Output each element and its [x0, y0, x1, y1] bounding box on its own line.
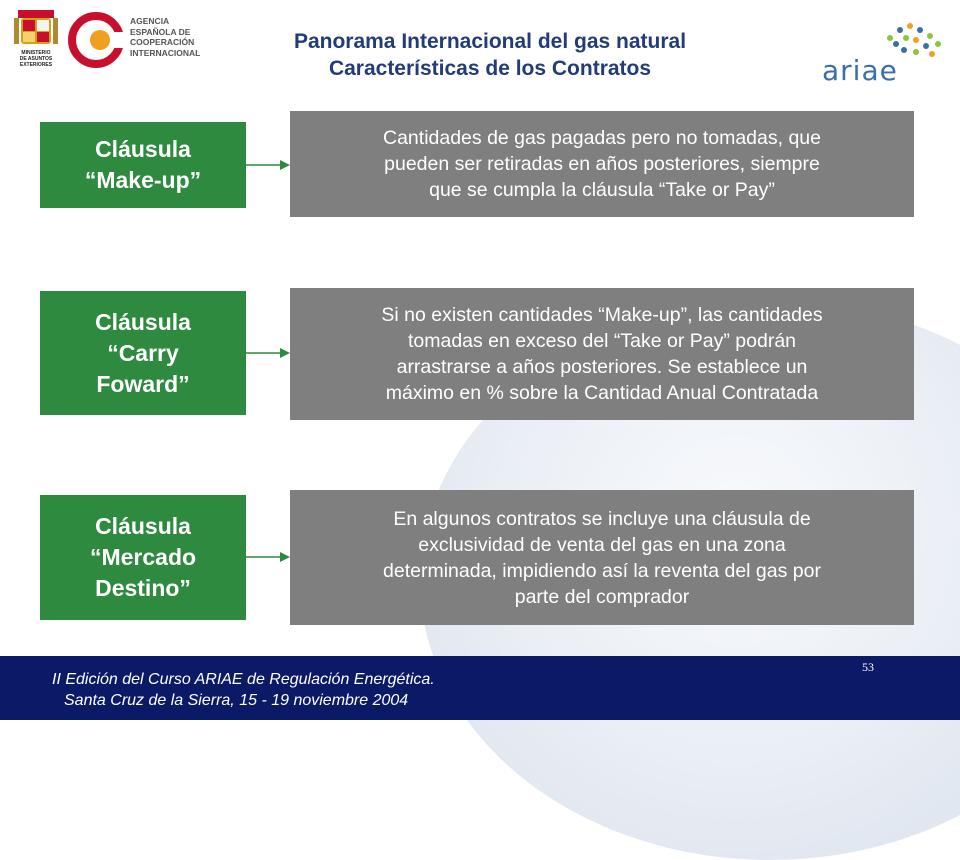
clause-destination-market-box: Cláusula “Mercado Destino”	[40, 495, 246, 620]
ariae-logo	[820, 18, 950, 88]
agency-name: AGENCIA ESPAÑOLA DE COOPERACIÓN INTERNACIONAL	[130, 16, 201, 58]
arrow-right-icon	[246, 347, 290, 359]
clause-carry-forward-description: Si no existen cantidades “Make-up”, las cantidades tomadas en exceso del “Take or Pay” podrán arrastrarse a años posteriores. Se establece un máximo en % sobre la Cantidad Anual Contratada	[290, 288, 914, 420]
page-title: Panorama Internacional del gas natural Características de los Contratos	[293, 30, 687, 80]
footer-course-title: II Edición del Curso ARIAE de Regulación Energética.	[52, 671, 435, 688]
clause-make-up-description: Cantidades de gas pagadas pero no tomadas, que pueden ser retiradas en años posteriores, siempre que se cumpla la cláusula “Take or Pay”	[290, 111, 914, 217]
clause-make-up-box: Cláusula “Make-up”	[40, 122, 246, 208]
spanish-cooperation-logo	[10, 8, 210, 70]
ariae-dots-icon	[820, 18, 950, 58]
footer-location-date: Santa Cruz de la Sierra, 15 - 19 noviembre 2004	[64, 692, 409, 709]
aecid-logo-icon	[68, 12, 124, 68]
ministry-label: MINISTERIO DE ASUNTOS EXTERIORES	[19, 50, 53, 68]
page-number: 53	[862, 660, 874, 674]
footer-bar	[0, 656, 960, 720]
clause-destination-market-description: En algunos contratos se incluye una cláusula de exclusividad de venta del gas en una zona determinada, impidiendo así la reventa del gas por parte del comprador	[290, 490, 914, 625]
arrow-right-icon	[246, 551, 290, 563]
ariae-wordmark: ariae	[822, 54, 898, 87]
arrow-right-icon	[246, 159, 290, 171]
clause-carry-forward-box: Cláusula “Carry Foward”	[40, 291, 246, 415]
